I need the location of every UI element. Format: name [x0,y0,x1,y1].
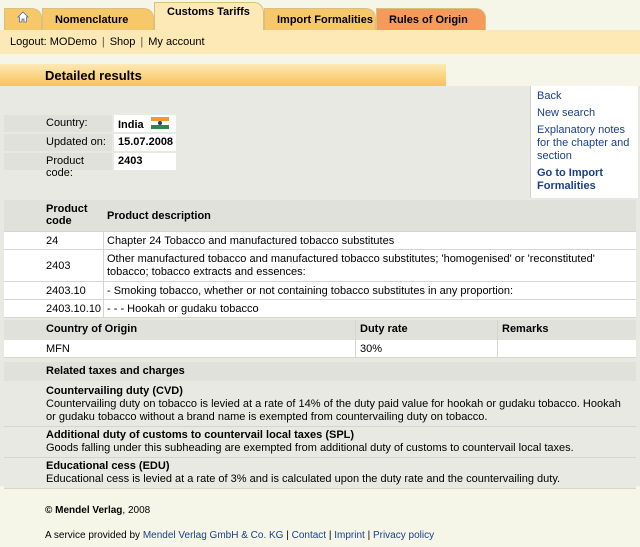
row-duty-rate: 30% [356,340,498,357]
privacy-policy-link[interactable]: Privacy policy [372,530,435,541]
provided-by-text: A service provided by [45,530,143,541]
separator: | [101,36,105,48]
header-product-code: Product code [46,203,88,227]
product-table [4,200,636,318]
india-flag-icon [151,117,169,129]
table-row [4,250,636,282]
imprint-link[interactable]: Imprint [334,530,365,541]
row-desc: - Smoking tobacco, whether or not containing tobacco substitutes in any proportion: [107,285,514,297]
copyright-owner: © Mendel Verlag [45,505,123,516]
related-taxes [4,362,636,489]
tax-item [4,383,636,427]
logout-link[interactable]: Logout: MODemo [10,36,97,48]
separator: | [140,36,144,48]
contact-link[interactable]: Contact [291,530,327,541]
sidebar-links [530,86,638,198]
row-code: 2403.10 [46,285,86,297]
tab-home[interactable] [4,8,42,30]
company-link[interactable]: Mendel Verlag GmbH & Co. KG [142,530,284,541]
country-label: Country: [4,115,112,132]
tax-title: Countervailing duty (CVD) [46,385,183,397]
product-code-label: Product code: [4,153,112,170]
country-name: India [118,119,144,131]
account-bar [0,30,640,54]
table-row [4,232,636,250]
header-country-of-origin: Country of Origin [4,320,356,340]
row-remarks [498,340,636,357]
tab-label: Customs Tariffs [167,6,250,18]
table-row [4,340,636,358]
product-code-value: 2403 [114,153,176,170]
shop-link[interactable]: Shop [109,36,136,48]
tab-label: Import Formalities [277,14,373,26]
row-code: 2403 [46,260,71,272]
tax-item [4,427,636,458]
tab-rules-of-origin[interactable] [376,8,486,30]
taxes-heading: Related taxes and charges [4,362,636,381]
tax-text: Countervailing duty on tobacco is levied at a rate of 14% of the duty paid value for hookah or gudaku tobacco. Hookah or gudaku tobacco without a brand name is exempted from countervailing duty on tobacco. [46,398,621,423]
tax-text: Educational cess is levied at a rate of 3% and is calculated upon the duty rate and the countervailing duty. [46,473,561,485]
tax-title: Educational cess (EDU) [46,460,170,472]
tab-nomenclature[interactable] [42,8,154,30]
table-row [4,282,636,300]
page-title: Detailed results [0,64,446,86]
country-value [114,115,176,132]
new-search-link[interactable]: New search [537,107,596,119]
import-formalities-link[interactable]: Go to Import Formalities [537,167,603,192]
home-icon [17,11,29,23]
row-desc: - - - Hookah or gudaku tobacco [107,303,259,315]
back-link[interactable]: Back [537,90,562,102]
updated-value: 15.07.2008 [114,134,176,151]
row-desc: Other manufactured tobacco and manufactured tobacco substitutes; 'homogenised' or 'reconstituted' tobacco; tobacco extracts and essences: [107,253,595,278]
tab-label: Rules of Origin [389,14,468,26]
explanatory-notes-link[interactable]: Explanatory notes for the chapter and section [537,124,630,162]
tab-import-formalities[interactable] [264,8,376,30]
table-header [4,200,636,232]
row-code: 24 [46,235,59,247]
tab-label: Nomenclature [55,14,129,26]
row-code: 2403.10.10 [46,303,102,315]
tax-text: Goods falling under this subheading are exempted from additional duty of customs to countervail local taxes. [46,442,574,454]
duty-rate-table [4,320,636,358]
tax-title: Additional duty of customs to countervail local taxes (SPL) [46,429,355,441]
updated-label: Updated on: [4,134,112,151]
header-product-description: Product description [107,210,211,222]
tab-customs-tariffs[interactable] [154,2,264,30]
tax-item [4,458,636,489]
header-duty-rate: Duty rate [356,320,498,340]
row-desc: Chapter 24 Tobacco and manufactured tobacco substitutes [107,235,395,247]
footer: A service provided by Mendel Verlag GmbH & Co. KG | Contact | Imprint | Privacy policy [45,530,435,541]
row-country: MFN [4,340,356,357]
table-row [4,300,636,318]
my-account-link[interactable]: My account [148,36,205,48]
copyright [45,505,150,516]
copyright-year: , 2008 [122,505,151,516]
table-header [4,320,636,340]
header-remarks: Remarks [502,323,549,335]
tab-bar [0,0,640,30]
